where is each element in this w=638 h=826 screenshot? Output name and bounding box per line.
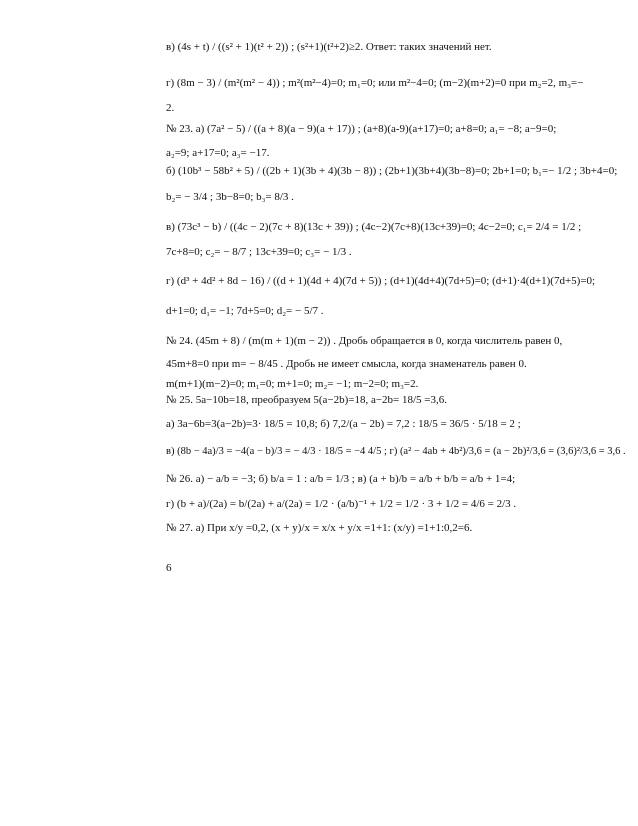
text-line: a₂=9; a+17=0; a₃= −17.: [166, 147, 270, 159]
text-line: в) (73c³ − b) / ((4c − 2)(7c + 8)(13c + 39)) ; (4c−2)(7c+8)(13c+39)=0; 4c−2=0; c₁= 2/4 = 1/2 ;: [166, 221, 582, 233]
text-line: № 27. а) При x/y =0,2, (x + y)/x = x/x + y/x =1+1: (x/y) =1+1:0,2=6.: [166, 522, 473, 534]
text-line: в) (4s + t) / ((s² + 1)(t² + 2)) ; (s²+1)(t²+2)≥2. Ответ: таких значений нет.: [166, 41, 492, 53]
text-line: 2.: [166, 102, 175, 114]
text-line: № 24. (45m + 8) / (m(m + 1)(m − 2)) . Дробь обращается в 0, когда числитель равен 0,: [166, 335, 563, 347]
text-line: № 23. а) (7a² − 5) / ((a + 8)(a − 9)(a + 17)) ; (a+8)(a-9)(a+17)=0; a+8=0; a₁= −8; a−9=0;: [166, 123, 557, 135]
page-number: 6: [166, 562, 172, 574]
text-line: а) 3a−6b=3(a−2b)=3· 18/5 = 10,8; б) 7,2/(a − 2b) = 7,2 : 18/5 = 36/5 · 5/18 = 2 ;: [166, 418, 521, 430]
text-line: № 25. 5a−10b=18, преобразуем 5(a−2b)=18, a−2b= 18/5 =3,6.: [166, 394, 448, 406]
text-line: г) (b + a)/(2a) = b/(2a) + a/(2a) = 1/2 · (a/b)⁻¹ + 1/2 = 1/2 · 3 + 1/2 = 4/6 = 2/3 .: [166, 498, 517, 510]
text-line: d+1=0; d₁= −1; 7d+5=0; d₂= − 5/7 .: [166, 305, 324, 317]
text-line: № 26. а) − a/b = −3; б) b/a = 1 : a/b = 1/3 ; в) (a + b)/b = a/b + b/b = a/b + 1=4;: [166, 473, 516, 485]
text-line: г) (d³ + 4d² + 8d − 16) / ((d + 1)(4d + 4)(7d + 5)) ; (d+1)(4d+4)(7d+5)=0; (d+1)·4(d+1)(7d+5)=0;: [166, 275, 596, 287]
text-line: m(m+1)(m−2)=0; m₁=0; m+1=0; m₂= −1; m−2=0; m₃=2.: [166, 378, 419, 390]
text-line: б) (10b³ − 58b² + 5) / ((2b + 1)(3b + 4)(3b − 8)) ; (2b+1)(3b+4)(3b−8)=0; 2b+1=0; b₁=− 1/2 ; 3b+4=0;: [166, 165, 618, 177]
text-line: 7c+8=0; c₂= − 8/7 ; 13c+39=0; c₃= − 1/3 .: [166, 246, 352, 258]
text-line: в) (8b − 4a)/3 = −4(a − b)/3 = − 4/3 · 18/5 = −4 4/5 ; г) (a² − 4ab + 4b²)/3,6 = (a − 2b)²/3,6 = (3,6)²/3,6 = 3,6 .: [166, 446, 626, 457]
text-line: г) (8m − 3) / (m²(m² − 4)) ; m²(m²−4)=0; m₁=0; или m²−4=0; (m−2)(m+2)=0 при m₂=2, m₃=−: [166, 77, 584, 89]
text-line: 45m+8=0 при m= − 8/45 . Дробь не имеет смысла, когда знаменатель равен 0.: [166, 358, 527, 370]
text-line: b₂= − 3/4 ; 3b−8=0; b₃= 8/3 .: [166, 191, 294, 203]
